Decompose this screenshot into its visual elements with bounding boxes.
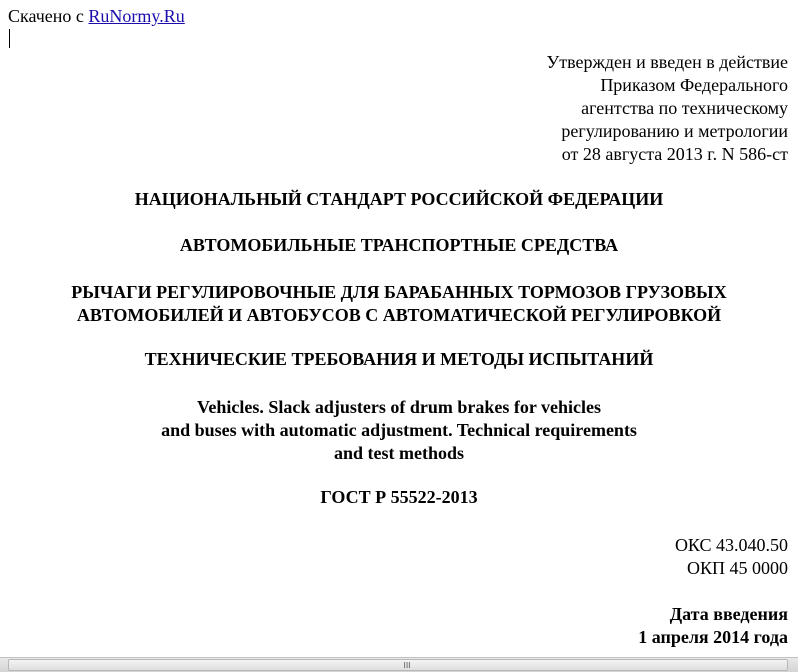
scrollbar-thumb[interactable] <box>8 659 788 671</box>
classification-codes <box>675 534 788 580</box>
approval-block <box>388 51 788 166</box>
approval-line: агентства по техническому <box>581 98 788 118</box>
english-title <box>0 396 798 465</box>
gost-number: ГОСТ Р 55522-2013 <box>320 487 478 507</box>
grip-icon: III <box>403 661 411 670</box>
national-standard-heading: НАЦИОНАЛЬНЫЙ СТАНДАРТ РОССИЙСКОЙ ФЕДЕРАЦИИ <box>134 189 664 209</box>
introduction-date <box>638 603 788 649</box>
source-line <box>8 6 185 26</box>
english-title-line: Vehicles. Slack adjusters of drum brakes for vehicles <box>197 397 601 417</box>
source-prefix: Скачено с <box>8 6 89 26</box>
approval-line: Приказом Федерального <box>600 75 788 95</box>
title-line: АВТОМОБИЛЕЙ И АВТОБУСОВ С АВТОМАТИЧЕСКОЙ РЕГУЛИРОВКОЙ <box>76 305 722 325</box>
title-heading <box>0 281 798 327</box>
approval-line: от 28 августа 2013 г. N 586-ст <box>561 144 788 164</box>
approval-line: Утвержден и введен в действие <box>546 52 788 72</box>
source-link[interactable]: RuNormy.Ru <box>88 6 185 26</box>
english-title-line: and test methods <box>333 443 464 463</box>
introduction-date-value: 1 апреля 2014 года <box>638 627 788 647</box>
okp-code: ОКП 45 0000 <box>686 558 788 578</box>
title-line: РЫЧАГИ РЕГУЛИРОВОЧНЫЕ ДЛЯ БАРАБАННЫХ ТОРМОЗОВ ГРУЗОВЫХ <box>71 282 727 302</box>
text-cursor <box>9 29 10 48</box>
introduction-date-label: Дата введения <box>669 604 788 624</box>
oks-code: ОКС 43.040.50 <box>674 535 788 555</box>
approval-line: регулированию и метрологии <box>561 121 788 141</box>
horizontal-scrollbar[interactable] <box>0 657 798 672</box>
vehicles-heading: АВТОМОБИЛЬНЫЕ ТРАНСПОРТНЫЕ СРЕДСТВА <box>179 235 619 255</box>
english-title-line: and buses with automatic adjustment. Technical requirements <box>161 420 637 440</box>
subtitle-heading: ТЕХНИЧЕСКИЕ ТРЕБОВАНИЯ И МЕТОДЫ ИСПЫТАНИЙ <box>144 349 654 369</box>
